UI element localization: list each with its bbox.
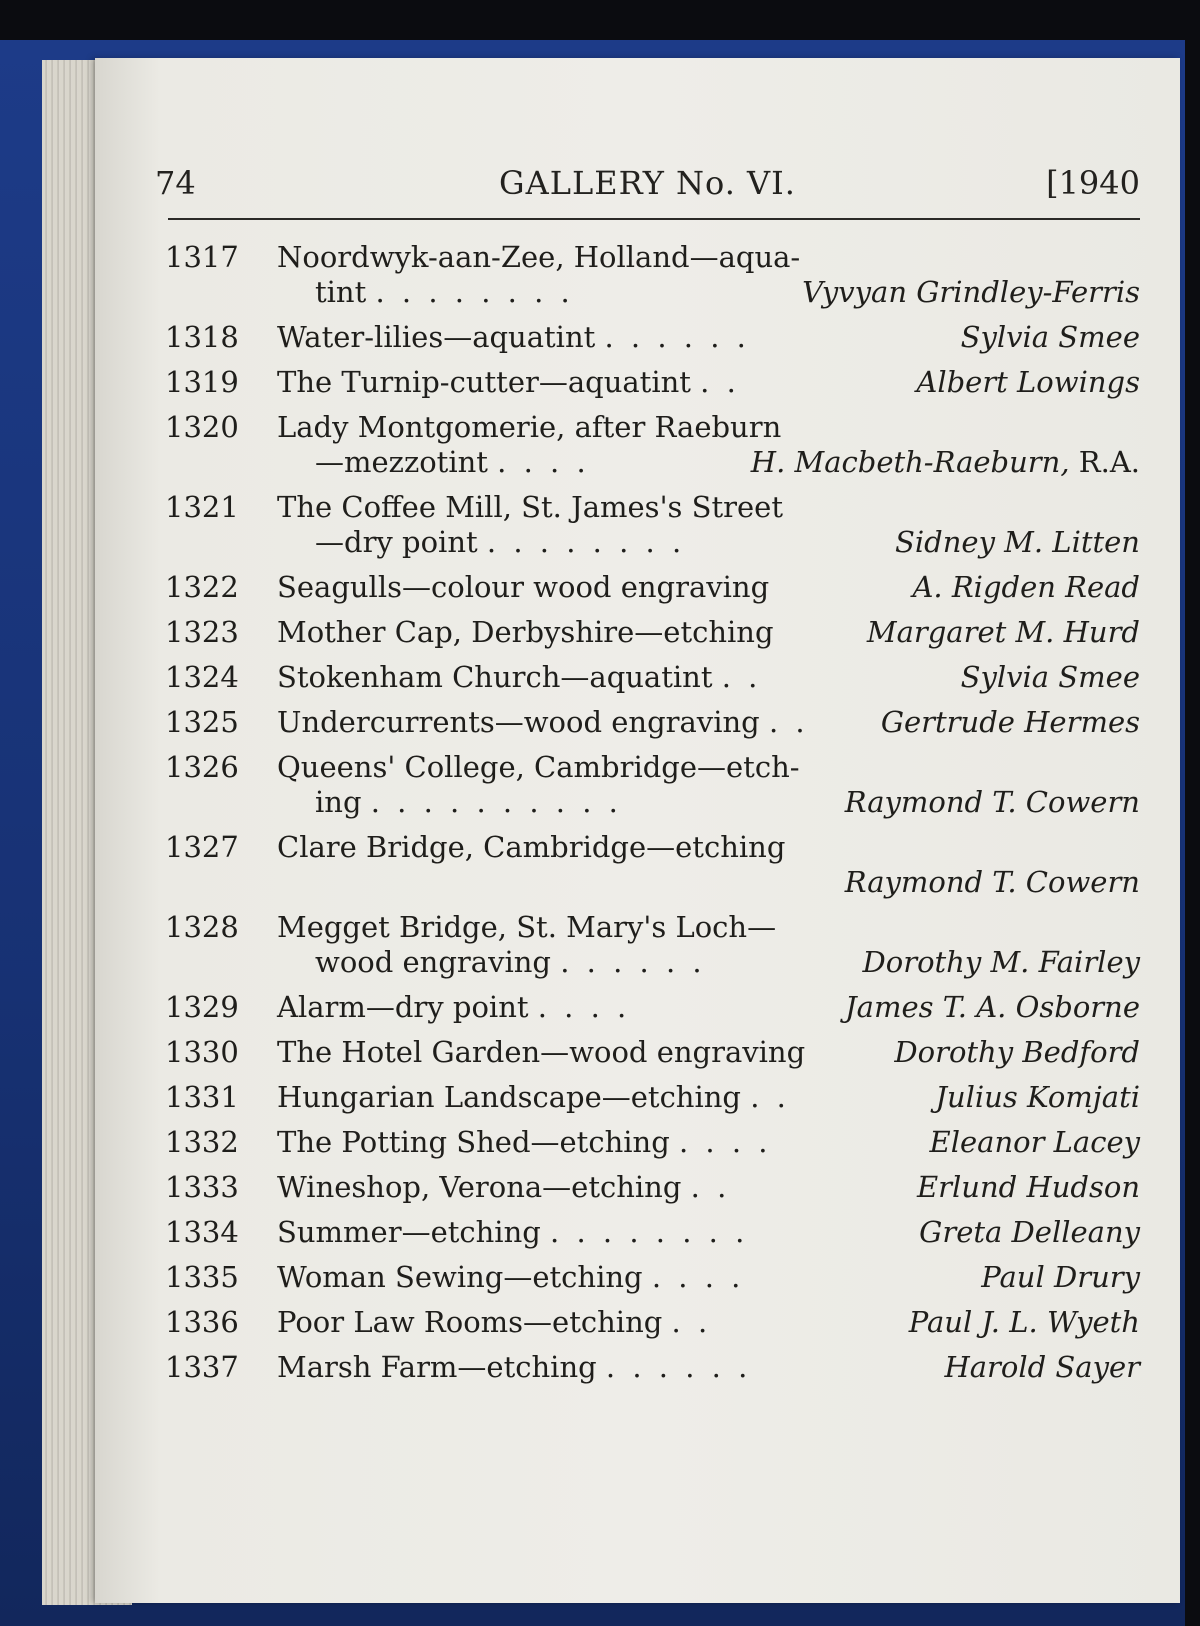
leader-dots: . . . . . . . .: [375, 275, 574, 309]
entry-title-continued: tint . . . . . . . .: [315, 275, 574, 309]
entry-title: Queens' College, Cambridge—etch-: [277, 750, 800, 784]
catalogue-entry: [165, 1125, 1140, 1160]
entry-number: 1323: [165, 615, 239, 649]
leader-dots: . . . . . . . . . .: [370, 785, 622, 819]
entry-artist: Sylvia Smee: [960, 660, 1140, 694]
entry-number: 1329: [165, 990, 239, 1024]
catalogue-entry: [165, 1350, 1140, 1385]
entry-number: 1318: [165, 320, 239, 354]
catalogue-entry: [165, 830, 1140, 900]
entry-artist: Paul J. L. Wyeth: [908, 1305, 1140, 1339]
entry-number: 1324: [165, 660, 239, 694]
leader-dots: . . . .: [497, 445, 590, 479]
entry-number: 1333: [165, 1170, 239, 1204]
entry-artist: Margaret M. Hurd: [866, 615, 1140, 649]
entry-title: Wineshop, Verona—etching . .: [277, 1170, 731, 1204]
entry-artist: Paul Drury: [981, 1260, 1140, 1294]
entry-title: Mother Cap, Derbyshire—etching: [277, 615, 774, 649]
entry-title-continued: wood engraving . . . . . .: [315, 945, 706, 979]
artist-suffix: R.A.: [1078, 445, 1140, 479]
catalogue-entry: [165, 1080, 1140, 1115]
entry-number: 1334: [165, 1215, 239, 1249]
entry-number: 1322: [165, 570, 239, 604]
entry-title: Megget Bridge, St. Mary's Loch—: [277, 910, 777, 944]
leader-dots: . .: [750, 1080, 790, 1114]
catalogue-entry: [165, 570, 1140, 605]
entry-title: The Potting Shed—etching . . . .: [277, 1125, 772, 1159]
header-year: [1940: [1046, 164, 1140, 202]
catalogue-entry: [165, 660, 1140, 695]
leader-dots: . . . .: [678, 1125, 772, 1159]
entry-artist: Sidney M. Litten: [895, 525, 1140, 559]
catalogue-entry: [165, 1215, 1140, 1250]
entry-number: 1330: [165, 1035, 239, 1069]
entry-title: Poor Law Rooms—etching . .: [277, 1305, 712, 1339]
entry-number: 1328: [165, 910, 239, 944]
leader-dots: . . . .: [651, 1260, 745, 1294]
catalogue-entry: [165, 1170, 1140, 1205]
entry-title: Marsh Farm—etching . . . . . .: [277, 1350, 752, 1384]
entry-artist: Julius Komjati: [935, 1080, 1140, 1114]
leader-dots: . . . . . .: [560, 945, 706, 979]
leader-dots: . .: [690, 1170, 731, 1204]
catalogue-entry: [165, 990, 1140, 1025]
entry-title: Summer—etching . . . . . . . .: [277, 1215, 749, 1249]
entry-number: 1319: [165, 365, 239, 399]
catalogue-entry: [165, 615, 1140, 650]
leader-dots: . . . . . .: [605, 1350, 752, 1384]
leader-dots: . . . . . .: [604, 320, 750, 354]
entry-number: 1335: [165, 1260, 239, 1294]
entry-title: Stokenham Church—aquatint . .: [277, 660, 762, 694]
entry-artist: Albert Lowings: [916, 365, 1140, 399]
catalogue-entry: [165, 1305, 1140, 1340]
entry-number: 1332: [165, 1125, 239, 1159]
entry-number: 1317: [165, 240, 239, 274]
entry-title: The Hotel Garden—wood engraving: [277, 1035, 806, 1069]
leader-dots: . .: [721, 660, 762, 694]
entry-artist: Dorothy M. Fairley: [862, 945, 1140, 979]
entry-number: 1326: [165, 750, 239, 784]
entry-number: 1336: [165, 1305, 239, 1339]
entry-title-continued: ing . . . . . . . . . .: [315, 785, 622, 819]
catalogue-entry: [165, 320, 1140, 355]
entry-title: Woman Sewing—etching . . . .: [277, 1260, 745, 1294]
entry-artist: Gertrude Hermes: [880, 705, 1140, 739]
entry-title: The Turnip-cutter—aquatint . .: [277, 365, 740, 399]
entry-artist: Raymond T. Cowern: [844, 785, 1140, 819]
entry-artist: Sylvia Smee: [960, 320, 1140, 354]
catalogue-entry: [165, 705, 1140, 740]
entry-title: Clare Bridge, Cambridge—etching: [277, 830, 786, 864]
page-title: GALLERY No. VI.: [499, 164, 796, 202]
leader-dots: . .: [671, 1305, 712, 1339]
entry-title: Hungarian Landscape—etching . .: [277, 1080, 790, 1114]
leader-dots: . . . .: [537, 990, 631, 1024]
entry-number: 1327: [165, 830, 239, 864]
entry-artist: Vyvyan Grindley-Ferris: [802, 275, 1140, 309]
entry-number: 1325: [165, 705, 239, 739]
entry-artist: H. Macbeth-Raeburn, R.A.: [750, 445, 1140, 479]
entry-number: 1320: [165, 410, 239, 444]
catalogue-entry: [165, 1035, 1140, 1070]
running-head: [155, 160, 1140, 206]
entry-artist: A. Rigden Read: [912, 570, 1140, 604]
leader-dots: . .: [768, 705, 809, 739]
catalogue-entry: [165, 240, 1140, 310]
entry-title-continued: —dry point . . . . . . . .: [315, 525, 686, 559]
entry-artist: James T. A. Osborne: [845, 990, 1140, 1024]
entry-artist: Harold Sayer: [944, 1350, 1140, 1384]
leader-dots: . . . . . . . .: [486, 525, 686, 559]
entry-artist: Dorothy Bedford: [894, 1035, 1140, 1069]
catalogue-entry: [165, 750, 1140, 820]
entry-title: Undercurrents—wood engraving . .: [277, 705, 809, 739]
entry-number: 1337: [165, 1350, 239, 1384]
entry-artist: Eleanor Lacey: [929, 1125, 1140, 1159]
entry-title: Water-lilies—aquatint . . . . . .: [277, 320, 750, 354]
catalogue-entry: [165, 910, 1140, 980]
entry-number: 1331: [165, 1080, 239, 1114]
catalogue-entry: [165, 1260, 1140, 1295]
entry-number: 1321: [165, 490, 239, 524]
entry-title-continued: —mezzotint . . . .: [315, 445, 590, 479]
leader-dots: . . . . . . . .: [550, 1215, 749, 1249]
leader-dots: . .: [700, 365, 740, 399]
catalogue-entry: [165, 490, 1140, 560]
catalogue-entry: [165, 410, 1140, 480]
catalogue-entry: [165, 365, 1140, 400]
entry-title: Lady Montgomerie, after Raeburn: [277, 410, 782, 444]
entry-title: The Coffee Mill, St. James's Street: [277, 490, 783, 524]
page-number: 74: [155, 164, 196, 202]
entry-title: Noordwyk-aan-Zee, Holland—aqua-: [277, 240, 801, 274]
entry-title: Alarm—dry point . . . .: [277, 990, 631, 1024]
entry-artist: Raymond T. Cowern: [844, 865, 1140, 899]
entry-artist: Erlund Hudson: [917, 1170, 1140, 1204]
catalogue-list: [165, 240, 1140, 1395]
entry-artist: Greta Delleany: [919, 1215, 1140, 1249]
header-rule: [168, 218, 1140, 220]
entry-title: Seagulls—colour wood engraving: [277, 570, 770, 604]
